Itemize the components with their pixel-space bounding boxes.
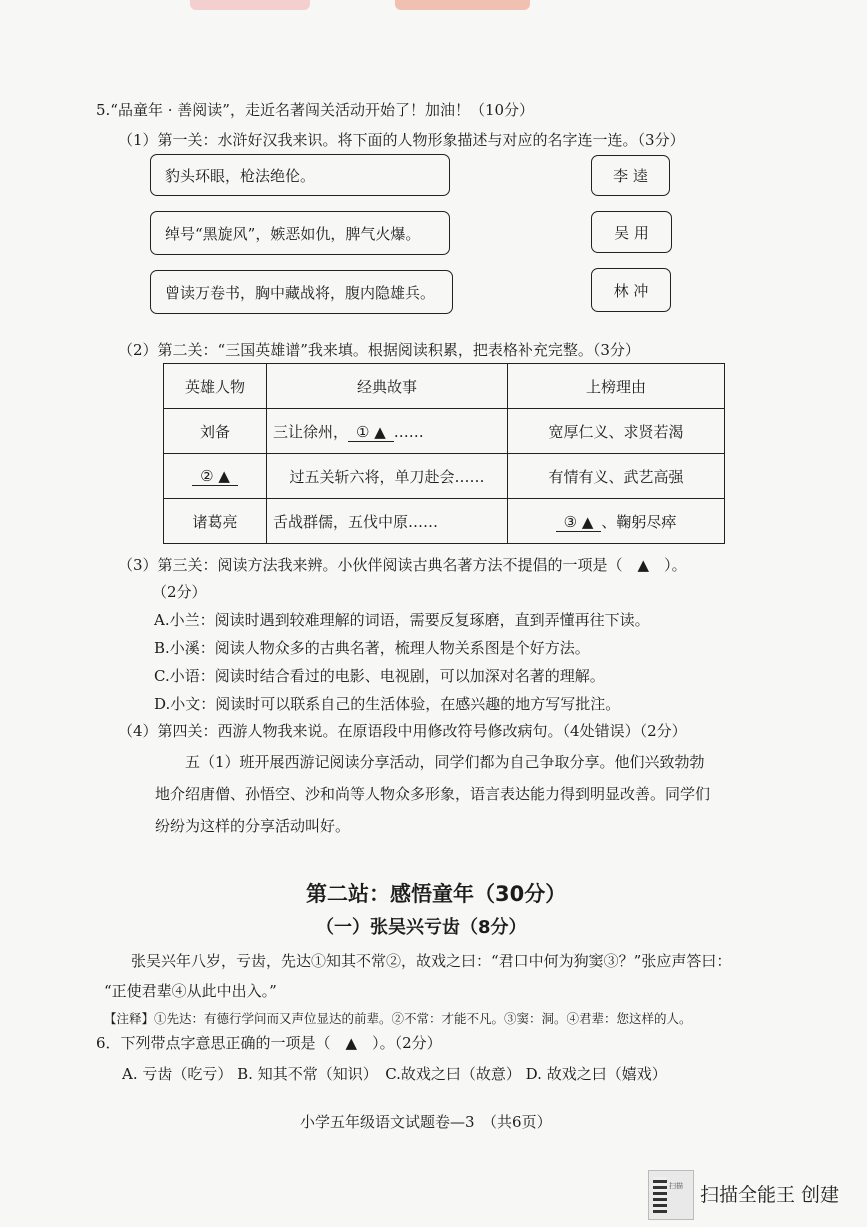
qr-code-icon bbox=[653, 1177, 667, 1213]
reason-cell: 有情有义、武艺高强 bbox=[508, 454, 725, 499]
blank-1[interactable]: ① ▲ bbox=[348, 423, 394, 442]
option-d[interactable]: D.小文：阅读时可以联系自己的生活体验，在感兴趣的地方写写批注。 bbox=[154, 695, 621, 713]
hero-cell: 诸葛亮 bbox=[164, 499, 267, 544]
q5-part3-score: （2分） bbox=[152, 583, 207, 601]
description-text: 豹头环眼，枪法绝伦。 bbox=[165, 166, 316, 185]
q5-part4-prompt: （4）第四关：西游人物我来说。在原语段中用修改符号修改病句。（4处错误）（2分） bbox=[118, 722, 687, 740]
classical-passage-line-2: “正使君辈④从此中出入。” bbox=[104, 982, 277, 1000]
reason-cell bbox=[508, 499, 725, 544]
table-header-row bbox=[164, 364, 725, 409]
reason-cell: 宽厚仁义、求贤若渴 bbox=[508, 409, 725, 454]
name-box-lin-chong[interactable] bbox=[591, 268, 671, 312]
page-footer: 小学五年级语文试题卷—3 （共6页） bbox=[300, 1113, 552, 1131]
table-row bbox=[164, 454, 725, 499]
q5-part1-prompt: （1）第一关：水浒好汉我来识。将下面的人物形象描述与对应的名字连一连。（3分） bbox=[118, 131, 685, 149]
description-box-2[interactable] bbox=[150, 211, 450, 255]
name-box-wu-yong[interactable] bbox=[591, 211, 672, 253]
table-row bbox=[164, 499, 725, 544]
blank-3[interactable]: ③ ▲ bbox=[556, 513, 602, 532]
name-box-li-kui[interactable] bbox=[591, 155, 670, 196]
passage-line-2: 地介绍唐僧、孙悟空、沙和尚等人物众多形象，语言表达能力得到明显改善。同学们 bbox=[155, 785, 711, 803]
q5-part2-prompt: （2）第二关：“三国英雄谱”我来填。根据阅读积累，把表格补充完整。（3分） bbox=[118, 341, 640, 359]
scanner-logo-text: 扫描 bbox=[669, 1182, 683, 1190]
story-ellipsis: …… bbox=[393, 422, 424, 441]
name-text: 李 逵 bbox=[613, 167, 648, 185]
hero-cell bbox=[164, 454, 267, 499]
story-text: 三让徐州， bbox=[273, 422, 349, 441]
story-cell: 舌战群儒，五伐中原…… bbox=[267, 499, 508, 544]
option-b[interactable]: B.小溪：阅读人物众多的古典名著，梳理人物关系图是个好方法。 bbox=[154, 639, 590, 657]
story-cell bbox=[267, 409, 508, 454]
scanner-watermark: 扫描全能王 创建 bbox=[700, 1184, 840, 1206]
classical-passage-line-1: 张吴兴年八岁，亏齿，先达①知其不常②，故戏之曰：“君口中何为狗窦③？”张应声答曰： bbox=[131, 952, 732, 970]
scanner-logo bbox=[648, 1170, 694, 1220]
top-decoration-right bbox=[395, 0, 530, 10]
description-box-3[interactable] bbox=[150, 270, 453, 314]
description-text: 绰号“黑旋风”，嫉恶如仇，脾气火爆。 bbox=[165, 224, 421, 243]
description-box-1[interactable] bbox=[150, 154, 450, 196]
passage-line-1: 五（1）班开展西游记阅读分享活动，同学们都为自己争取分享。他们兴致勃勃 bbox=[185, 753, 705, 771]
section-title: 第二站：感悟童年（30分） bbox=[306, 882, 567, 906]
hero-cell: 刘备 bbox=[164, 409, 267, 454]
annotation-note: 【注释】①先达：有德行学问而又声位显达的前辈。②不常：才能不凡。③窦：洞。④君辈：您这样的人。 bbox=[104, 1011, 692, 1026]
passage-line-3: 纷纷为这样的分享活动叫好。 bbox=[155, 817, 351, 835]
description-text: 曾读万卷书，胸中藏战将，腹内隐雄兵。 bbox=[165, 283, 436, 302]
story-cell: 过五关斩六将，单刀赴会…… bbox=[267, 454, 508, 499]
name-text: 林 冲 bbox=[613, 281, 649, 300]
q5-title: 5.“品童年 · 善阅读”，走近名著闯关活动开始了！加油！（10分） bbox=[96, 101, 535, 119]
q6-prompt: 6．下列带点字意思正确的一项是（ ▲ ）。（2分） bbox=[96, 1034, 442, 1052]
reason-text: 、鞠躬尽瘁 bbox=[601, 512, 677, 531]
hero-table bbox=[163, 363, 725, 544]
option-c[interactable]: C.小语：阅读时结合看过的电影、电视剧，可以加深对名著的理解。 bbox=[154, 667, 605, 685]
subsection-title: （一）张吴兴亏齿（8分） bbox=[316, 917, 527, 938]
header-cell: 英雄人物 bbox=[164, 364, 267, 409]
top-decoration-left bbox=[190, 0, 310, 10]
header-cell: 上榜理由 bbox=[508, 364, 725, 409]
blank-2[interactable]: ② ▲ bbox=[192, 467, 238, 486]
name-text: 吴 用 bbox=[614, 223, 649, 242]
q6-options[interactable]: A. 亏齿（吃亏） B. 知其不常（知识） C.故戏之曰（故意） D. 故戏之曰（嬉戏） bbox=[122, 1065, 667, 1083]
table-row bbox=[164, 409, 725, 454]
option-a[interactable]: A.小兰：阅读时遇到较难理解的词语，需要反复琢磨，直到弄懂再往下读。 bbox=[154, 611, 650, 629]
header-cell: 经典故事 bbox=[267, 364, 508, 409]
q5-part3-prompt: （3）第三关：阅读方法我来辨。小伙伴阅读古典名著方法不提倡的一项是（ ▲ ）。 bbox=[118, 556, 687, 574]
